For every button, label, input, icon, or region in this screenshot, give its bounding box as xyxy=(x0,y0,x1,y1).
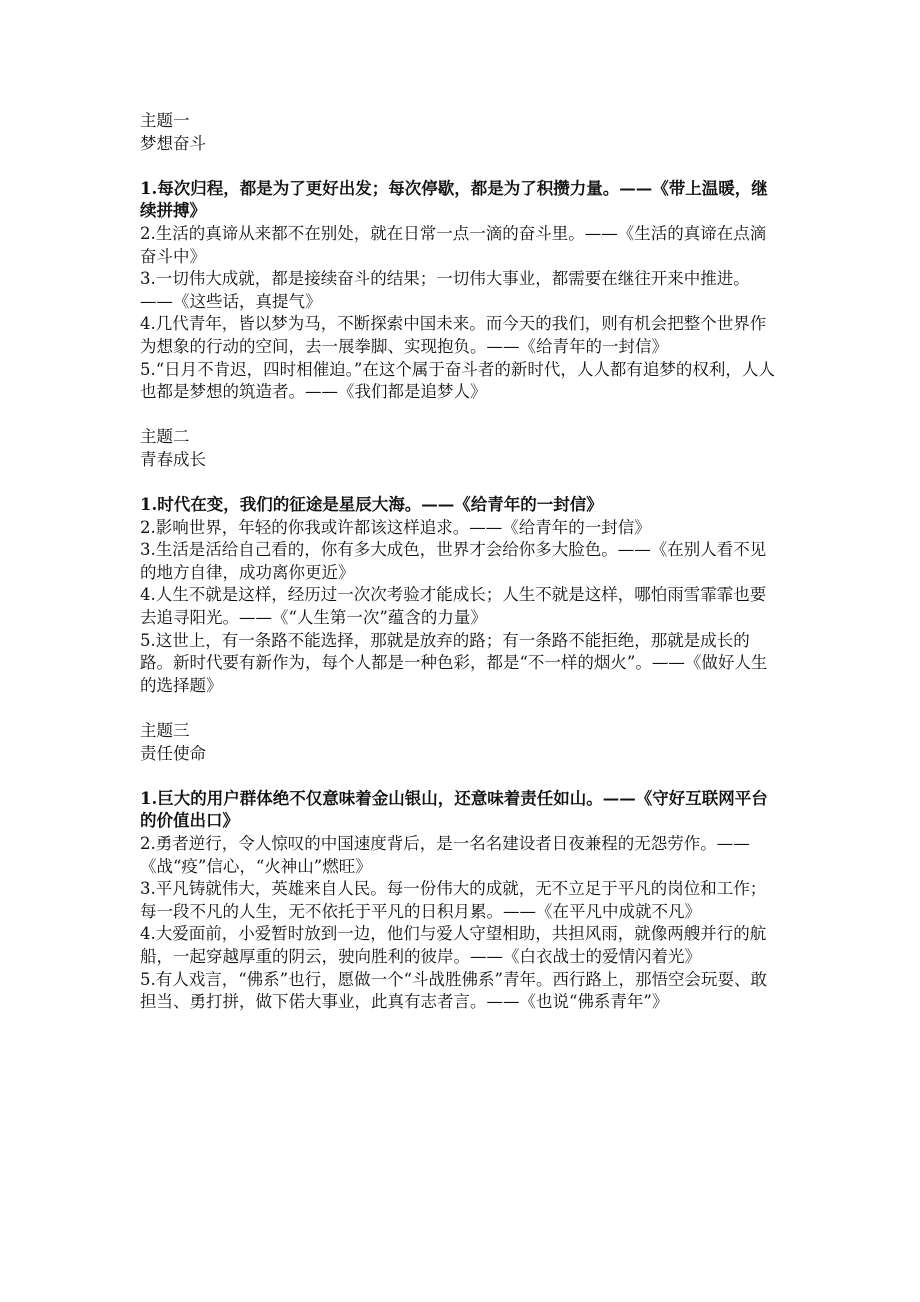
quote-item: 2.影响世界，年轻的你我或许都该这样追求。——《给青年的一封信》 xyxy=(140,517,651,537)
quote-item: 3.一切伟大成就，都是接续奋斗的结果；一切伟大事业，都需要在继往开来中推进。——《这些话，真提气》 xyxy=(140,269,750,311)
quote-item: 2.勇者逆行，令人惊叹的中国速度背后，是一名名建设者日夜兼程的无怨劳作。——《战“疫”信心，“火神山”燃旺》 xyxy=(140,834,750,876)
quote-item: 1.巨大的用户群体绝不仅意味着金山银山，还意味着责任如山。——《守好互联网平台的价值出口》 xyxy=(140,788,768,831)
quote-item: 5.“日月不肯迟，四时相催迫。”在这个属于奋斗者的新时代，人人都有追梦的权利，人人也都是梦想的筑造者。——《我们都是追梦人》 xyxy=(140,359,775,402)
section-1 xyxy=(140,110,780,404)
quote-item: 3.平凡铸就伟大，英雄来自人民。每一份伟大的成就，无不立足于平凡的岗位和工作；每一段不凡的人生，无不依托于平凡的日积月累。——《在平凡中成就不凡》 xyxy=(140,879,767,921)
quote-item: 5.有人戏言，“佛系”也行，愿做一个“斗战胜佛系”青年。西行路上，那悟空会玩耍、敢担当、勇打拼，做下偌大事业，此真有志者言。——《也说“佛系青年”》 xyxy=(140,969,767,1012)
section-title: 主题三 xyxy=(140,721,190,741)
section-subtitle: 责任使命 xyxy=(140,743,206,763)
quote-item: 3.生活是活给自己看的，你有多大成色，世界才会给你多大脸色。——《在别人看不见的地方自律，成功离你更近》 xyxy=(140,540,767,582)
quote-item: 1.时代在变，我们的征途是星辰大海。——《给青年的一封信》 xyxy=(140,495,603,515)
section-2 xyxy=(140,426,780,697)
document-page xyxy=(140,110,780,1036)
quote-item: 4.大爱面前，小爱暂时放到一边，他们与爱人守望相助，共担风雨，就像两艘并行的航船，一起穿越厚重的阴云，驶向胜利的彼岸。——《白衣战士的爱情闪着光》 xyxy=(140,924,767,966)
quote-item: 4.几代青年，皆以梦为马，不断探索中国未来。而今天的我们，则有机会把整个世界作为想象的行动的空间，去一展拳脚、实现抱负。——《给青年的一封信》 xyxy=(140,314,767,356)
section-title: 主题一 xyxy=(140,111,190,130)
quote-item: 4.人生不就是这样，经历过一次次考验才能成长；人生不就是这样，哪怕雨雪霏霏也要去追寻阳光。——《“人生第一次”蕴含的力量》 xyxy=(140,585,767,628)
section-subtitle: 梦想奋斗 xyxy=(140,133,206,153)
quote-item: 5.这世上，有一条路不能选择，那就是放弃的路；有一条路不能拒绝，那就是成长的路。新时代要有新作为，每个人都是一种色彩，都是“不一样的烟火”。——《做好人生的选择题》 xyxy=(140,630,768,695)
quote-item: 2.生活的真谛从来都不在别处，就在日常一点一滴的奋斗里。——《生活的真谛在点滴奋斗中》 xyxy=(140,223,767,266)
section-3 xyxy=(140,720,780,1014)
section-title: 主题二 xyxy=(140,427,190,447)
quote-item: 1.每次归程，都是为了更好出发；每次停歇，都是为了积攒力量。——《带上温暖，继续拼搏》 xyxy=(140,178,768,221)
section-subtitle: 青春成长 xyxy=(140,449,206,469)
